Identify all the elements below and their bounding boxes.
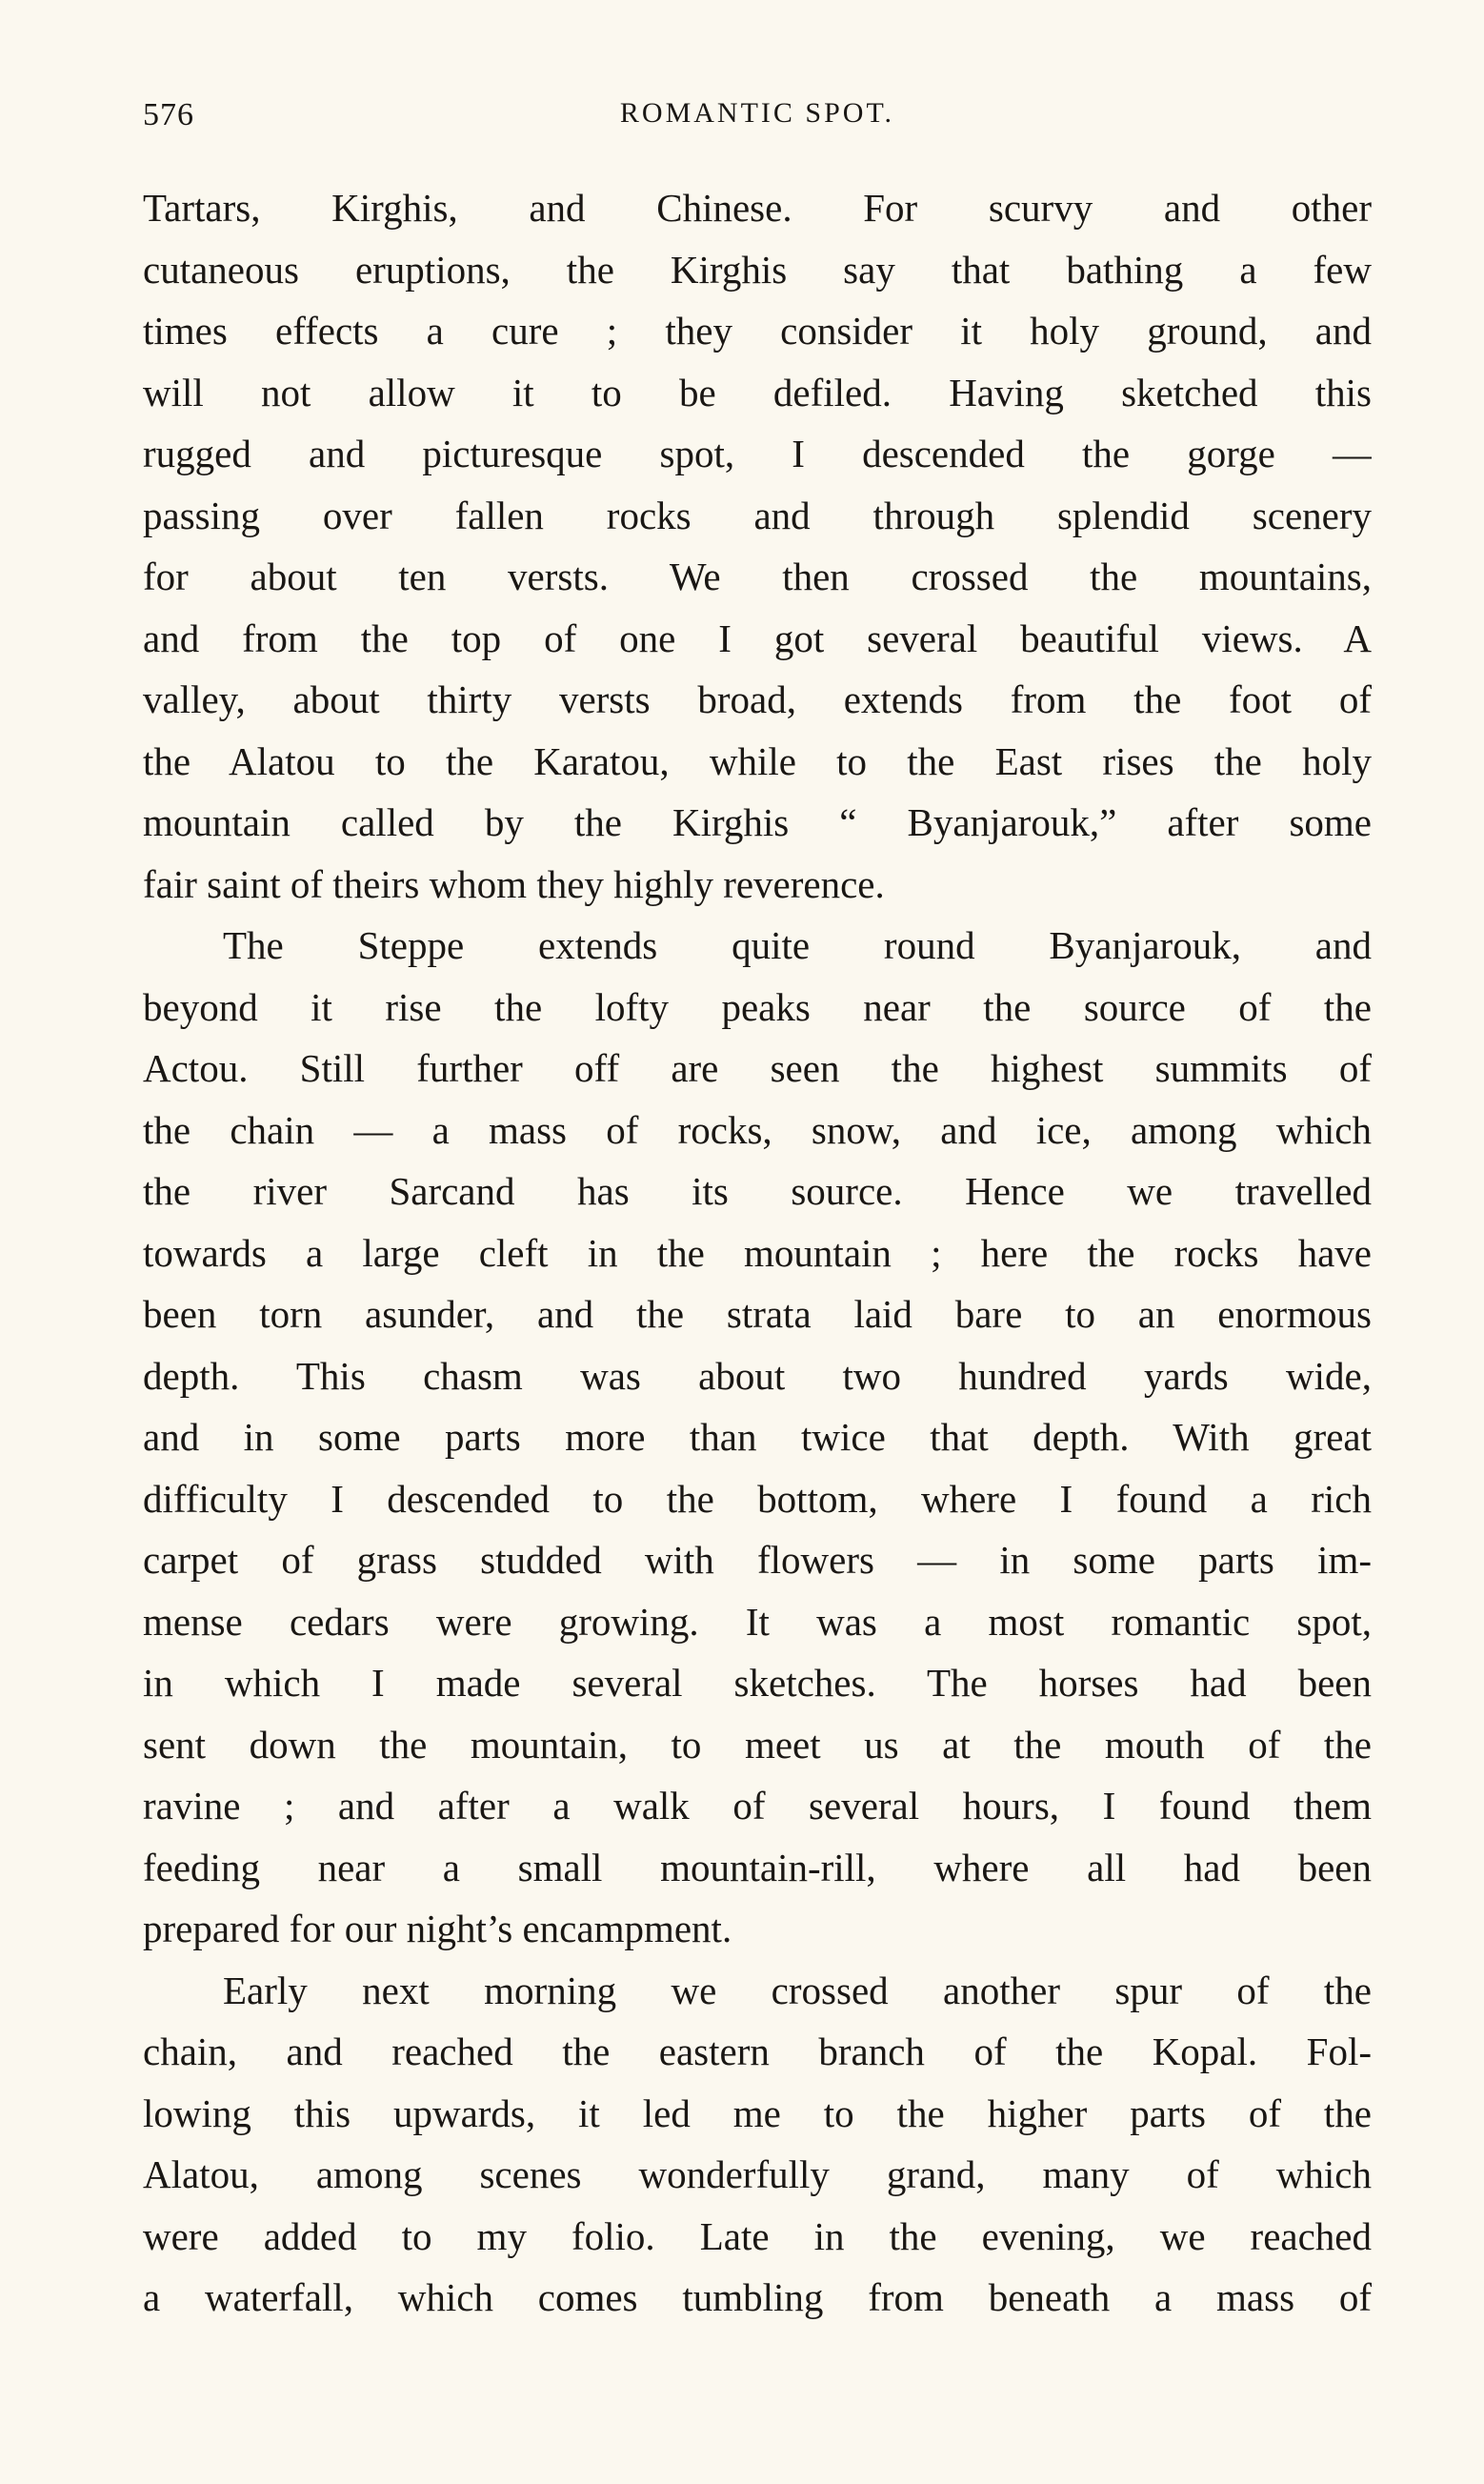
running-title: ROMANTIC SPOT. — [619, 97, 895, 129]
text-line: valley, about thirty versts broad, extends from the foot of — [143, 677, 1372, 721]
text-line: difficulty I descended to the bottom, where I found a rich — [143, 1476, 1372, 1521]
running-head — [143, 97, 1372, 145]
text-line: been torn asunder, and the strata laid bare to an enormous — [143, 1292, 1372, 1336]
text-line: chain, and reached the eastern branch of the Kopal. Fol- — [143, 2030, 1372, 2073]
text-line: cutaneous eruptions, the Kirghis say that bathing a few — [143, 247, 1372, 292]
text-line: The Steppe extends quite round Byanjarouk, and — [223, 923, 1372, 967]
text-line: will not allow it to be defiled. Having sketched this — [143, 370, 1372, 414]
text-line: carpet of grass studded with flowers — in some parts im- — [143, 1538, 1372, 1582]
text-line: sent down the mountain, to meet us at the mouth of the — [143, 1722, 1372, 1767]
text-line: and in some parts more than twice that depth. With great — [143, 1415, 1372, 1459]
text-line: in which I made several sketches. The horses had been — [143, 1661, 1372, 1705]
text-line: feeding near a small mountain-rill, where all had been — [143, 1845, 1372, 1889]
text-line: were added to my folio. Late in the evening, we reached — [143, 2213, 1372, 2258]
paragraph-1 — [143, 177, 1372, 915]
text-line: times effects a cure ; they consider it holy ground, and — [143, 309, 1372, 353]
text-line: Tartars, Kirghis, and Chinese. For scurvy and other — [143, 186, 1372, 230]
text-line: Actou. Still further off are seen the highest summits of — [143, 1046, 1372, 1090]
paragraph-2 — [143, 915, 1372, 1960]
text-line: rugged and picturesque spot, I descended the gorge — — [143, 432, 1372, 475]
text-line: Alatou, among scenes wonderfully grand, many of which — [143, 2152, 1372, 2196]
text-line: fair saint of theirs whom they highly reverence. — [143, 861, 885, 906]
text-line: mense cedars were growing. It was a most romantic spot, — [143, 1599, 1372, 1644]
text-line: a waterfall, which comes tumbling from beneath a mass of — [143, 2275, 1372, 2319]
text-line: towards a large cleft in the mountain ; here the rocks have — [143, 1230, 1372, 1275]
paragraph-3 — [143, 1960, 1372, 2329]
body-text — [143, 177, 1372, 2329]
text-line: depth. This chasm was about two hundred yards wide, — [143, 1353, 1372, 1398]
text-line: passing over fallen rocks and through splendid scenery — [143, 493, 1372, 537]
text-line: the Alatou to the Karatou, while to the East rises the holy — [143, 738, 1372, 783]
text-line: beyond it rise the lofty peaks near the source of the — [143, 984, 1372, 1029]
page-number: 576 — [143, 97, 194, 132]
text-line: prepared for our night’s encampment. — [143, 1907, 732, 1950]
text-line: for about ten versts. We then crossed the mountains, — [143, 555, 1372, 598]
text-line: the chain — a mass of rocks, snow, and ice, among which — [143, 1107, 1372, 1152]
text-line: mountain called by the Kirghis “ Byanjarouk,” after some — [143, 800, 1372, 844]
text-line: the river Sarcand has its source. Hence we travelled — [143, 1169, 1372, 1213]
text-line: and from the top of one I got several beautiful views. A — [143, 616, 1372, 660]
text-line: ravine ; and after a walk of several hours, I found them — [143, 1784, 1372, 1828]
text-line: Early next morning we crossed another spur of the — [223, 1968, 1372, 2012]
text-line: lowing this upwards, it led me to the higher parts of the — [143, 2090, 1372, 2135]
